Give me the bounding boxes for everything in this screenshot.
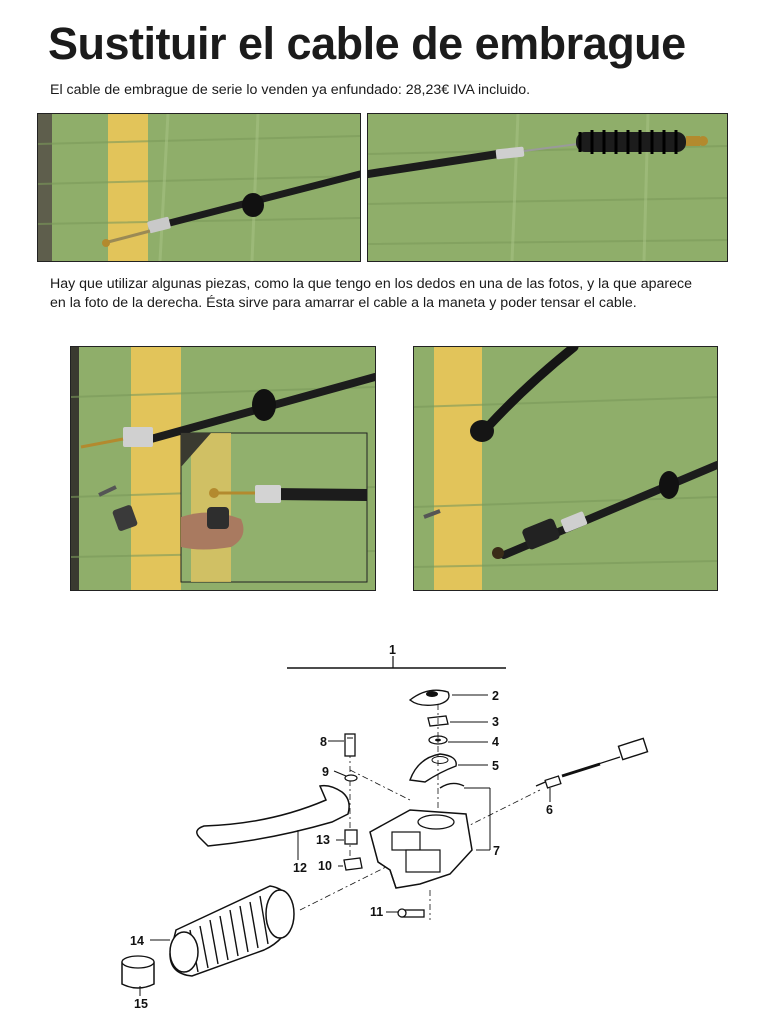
cable-parts-photo <box>70 346 376 591</box>
callout-14: 14 <box>130 934 144 948</box>
callout-2: 2 <box>492 689 499 703</box>
callout-12: 12 <box>293 861 307 875</box>
callout-15: 15 <box>134 997 148 1011</box>
callout-3: 3 <box>492 715 499 729</box>
callout-5: 5 <box>492 759 499 773</box>
intro-paragraph: El cable de embrague de serie lo venden ya enfundado: 28,23€ IVA incluido. <box>50 82 531 98</box>
cable-photo-right-bellows <box>367 113 728 262</box>
body-paragraph: Hay que utilizar algunas piezas, como la que tengo en los dedos en una de las fotos, y la que aparece en la foto de la derecha. Ésta sirve para amarrar el cable a la maneta y poder tensar el cable. <box>50 276 693 311</box>
callout-10: 10 <box>318 859 332 873</box>
callout-11: 11 <box>370 905 384 919</box>
callout-8: 8 <box>320 735 327 749</box>
callout-7: 7 <box>493 844 500 858</box>
callout-6: 6 <box>546 803 553 817</box>
cable-photo-left <box>37 113 361 262</box>
page-title: Sustituir el cable de embrague <box>48 18 686 69</box>
callout-1: 1 <box>389 643 396 657</box>
callout-4: 4 <box>492 735 499 749</box>
cable-lever-photo <box>413 346 718 591</box>
callout-9: 9 <box>322 765 329 779</box>
callout-13: 13 <box>316 833 330 847</box>
clutch-lever-exploded-diagram <box>80 600 735 1024</box>
